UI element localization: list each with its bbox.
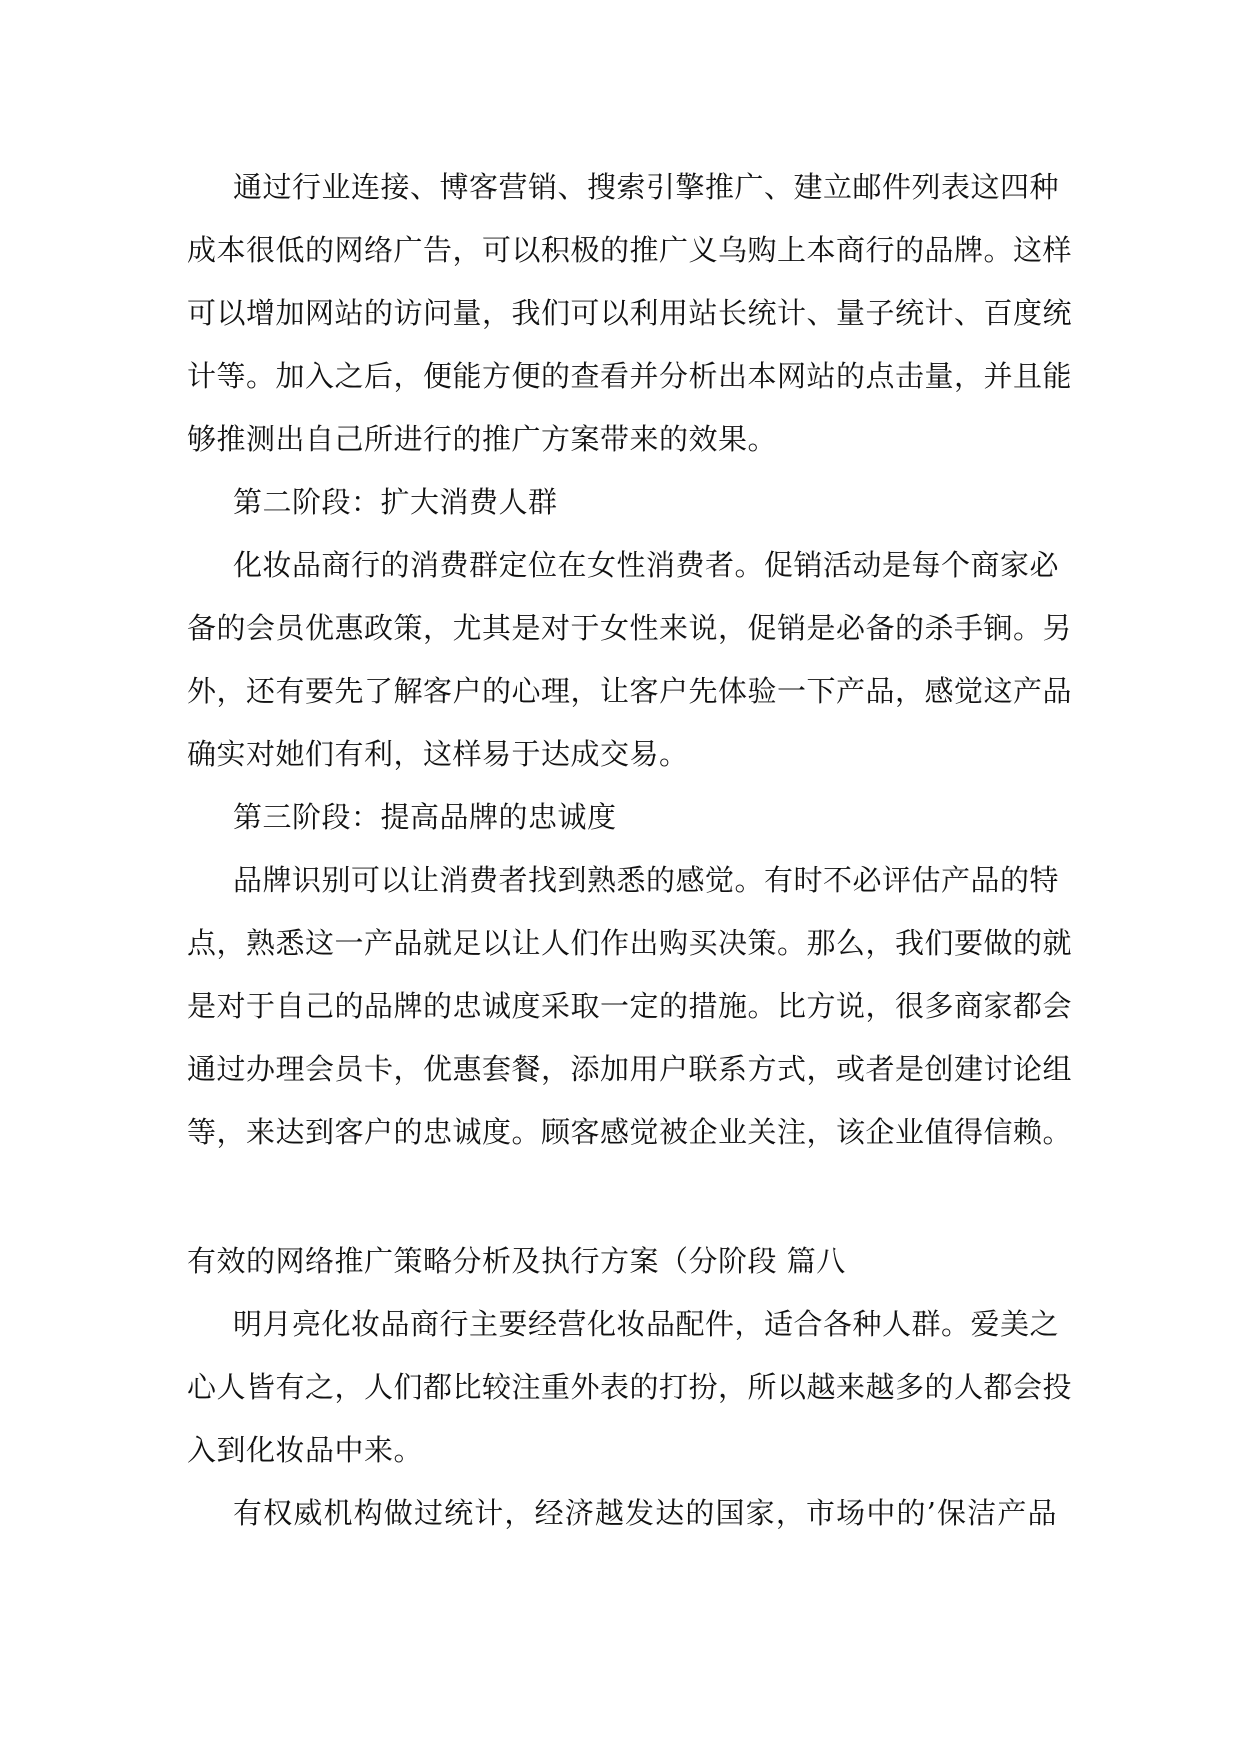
- paragraph-line: 是对于自己的品牌的忠诚度采取一定的措施。比方说，很多商家都会: [187, 989, 1073, 1023]
- paragraph-line: 通过行业连接、博客营销、搜索引擎推广、建立邮件列表这四种: [233, 170, 1060, 204]
- paragraph-line: 心人皆有之，人们都比较注重外表的打扮，所以越来越多的人都会投: [187, 1370, 1073, 1404]
- section-heading: 第二阶段：扩大消费人群: [233, 485, 558, 519]
- paragraph-line: 点，熟悉这一产品就足以让人们作出购买决策。那么，我们要做的就: [187, 926, 1073, 960]
- paragraph-line: 明月亮化妆品商行主要经营化妆品配件，适合各种人群。爱美之: [233, 1307, 1060, 1341]
- paragraph-line: 品牌识别可以让消费者找到熟悉的感觉。有时不必评估产品的特: [233, 863, 1060, 897]
- section-heading: 第三阶段：提高品牌的忠诚度: [233, 800, 617, 834]
- paragraph-line: 外，还有要先了解客户的心理，让客户先体验一下产品，感觉这产品: [187, 674, 1073, 708]
- section-spacer: [187, 1164, 1057, 1230]
- paragraph-line: 计等。加入之后，便能方便的查看并分析出本网站的点击量，并且能: [187, 359, 1073, 393]
- article-title: 有效的网络推广策略分析及执行方案（分阶段 篇八: [187, 1244, 846, 1278]
- paragraph-line: 化妆品商行的消费群定位在女性消费者。促销活动是每个商家必: [233, 548, 1060, 582]
- paragraph-line: 入到化妆品中来。: [187, 1433, 424, 1467]
- paragraph-line: 确实对她们有利，这样易于达成交易。: [187, 737, 689, 771]
- paragraph-line: 备的会员优惠政策，尤其是对于女性来说，促销是必备的杀手锏。另: [187, 611, 1073, 645]
- paragraph-line: 可以增加网站的访问量，我们可以利用站长统计、量子统计、百度统: [187, 296, 1073, 330]
- paragraph-line: 够推测出自己所进行的推广方案带来的效果。: [187, 422, 778, 456]
- paragraph-line: 等，来达到客户的忠诚度。顾客感觉被企业关注，该企业值得信赖。: [187, 1115, 1073, 1149]
- paragraph-line: 通过办理会员卡，优惠套餐，添加用户联系方式，或者是创建讨论组: [187, 1052, 1073, 1086]
- document-body: [187, 156, 1073, 1545]
- paragraph-line: 有权威机构做过统计，经济越发达的国家，市场中的’保洁产品: [233, 1496, 1057, 1530]
- paragraph-line: 成本很低的网络广告，可以积极的推广义乌购上本商行的品牌。这样: [187, 233, 1073, 267]
